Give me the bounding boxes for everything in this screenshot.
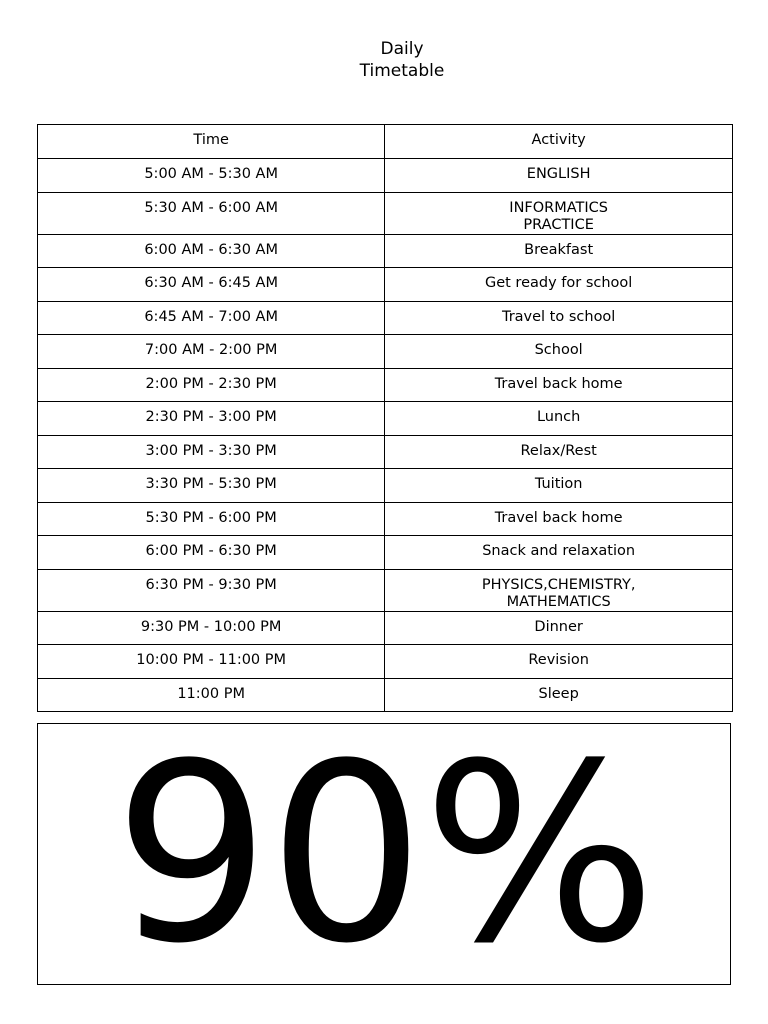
table-row bbox=[38, 502, 733, 536]
time-cell: 5:00 AM - 5:30 AM bbox=[38, 159, 385, 193]
time-cell: 11:00 PM bbox=[38, 678, 385, 712]
activity-cell: Breakfast bbox=[385, 234, 733, 268]
activity-cell: Relax/Rest bbox=[385, 435, 733, 469]
time-cell: 6:30 PM - 9:30 PM bbox=[38, 569, 385, 611]
activity-text: INFORMATICS PRACTICE bbox=[509, 199, 609, 233]
table-row bbox=[38, 301, 733, 335]
column-header-time: Time bbox=[38, 125, 385, 159]
page-title bbox=[0, 38, 768, 82]
activity-cell: Get ready for school bbox=[385, 268, 733, 302]
table-header-row bbox=[38, 125, 733, 159]
timetable bbox=[37, 124, 733, 712]
time-cell: 6:45 AM - 7:00 AM bbox=[38, 301, 385, 335]
table-row bbox=[38, 368, 733, 402]
time-cell: 6:00 PM - 6:30 PM bbox=[38, 536, 385, 570]
table-row bbox=[38, 159, 733, 193]
time-cell: 3:00 PM - 3:30 PM bbox=[38, 435, 385, 469]
time-cell: 2:30 PM - 3:00 PM bbox=[38, 402, 385, 436]
table-row bbox=[38, 611, 733, 645]
page-title-line-1: Daily bbox=[380, 39, 424, 59]
score-value: 90% bbox=[113, 723, 655, 985]
activity-cell bbox=[385, 192, 733, 234]
table-row bbox=[38, 645, 733, 679]
time-cell: 10:00 PM - 11:00 PM bbox=[38, 645, 385, 679]
table-row bbox=[38, 435, 733, 469]
activity-cell: Sleep bbox=[385, 678, 733, 712]
activity-cell: Lunch bbox=[385, 402, 733, 436]
time-cell: 5:30 AM - 6:00 AM bbox=[38, 192, 385, 234]
activity-cell: ENGLISH bbox=[385, 159, 733, 193]
activity-cell: Travel to school bbox=[385, 301, 733, 335]
table-row bbox=[38, 335, 733, 369]
time-cell: 7:00 AM - 2:00 PM bbox=[38, 335, 385, 369]
activity-cell: School bbox=[385, 335, 733, 369]
table-row bbox=[38, 402, 733, 436]
activity-cell: Tuition bbox=[385, 469, 733, 503]
time-cell: 9:30 PM - 10:00 PM bbox=[38, 611, 385, 645]
activity-cell: Revision bbox=[385, 645, 733, 679]
column-header-activity: Activity bbox=[385, 125, 733, 159]
score-box bbox=[37, 723, 731, 985]
table-row bbox=[38, 536, 733, 570]
table-row bbox=[38, 192, 733, 234]
activity-cell: Snack and relaxation bbox=[385, 536, 733, 570]
activity-cell: Travel back home bbox=[385, 368, 733, 402]
time-cell: 2:00 PM - 2:30 PM bbox=[38, 368, 385, 402]
activity-cell: Dinner bbox=[385, 611, 733, 645]
time-cell: 6:30 AM - 6:45 AM bbox=[38, 268, 385, 302]
table-row bbox=[38, 268, 733, 302]
activity-cell: Travel back home bbox=[385, 502, 733, 536]
page-title-line-2: Timetable bbox=[359, 61, 445, 81]
time-cell: 6:00 AM - 6:30 AM bbox=[38, 234, 385, 268]
activity-text: PHYSICS,CHEMISTRY, MATHEMATICS bbox=[481, 576, 636, 610]
table-row bbox=[38, 234, 733, 268]
table-row bbox=[38, 678, 733, 712]
activity-cell bbox=[385, 569, 733, 611]
table-row bbox=[38, 569, 733, 611]
time-cell: 5:30 PM - 6:00 PM bbox=[38, 502, 385, 536]
table-row bbox=[38, 469, 733, 503]
time-cell: 3:30 PM - 5:30 PM bbox=[38, 469, 385, 503]
